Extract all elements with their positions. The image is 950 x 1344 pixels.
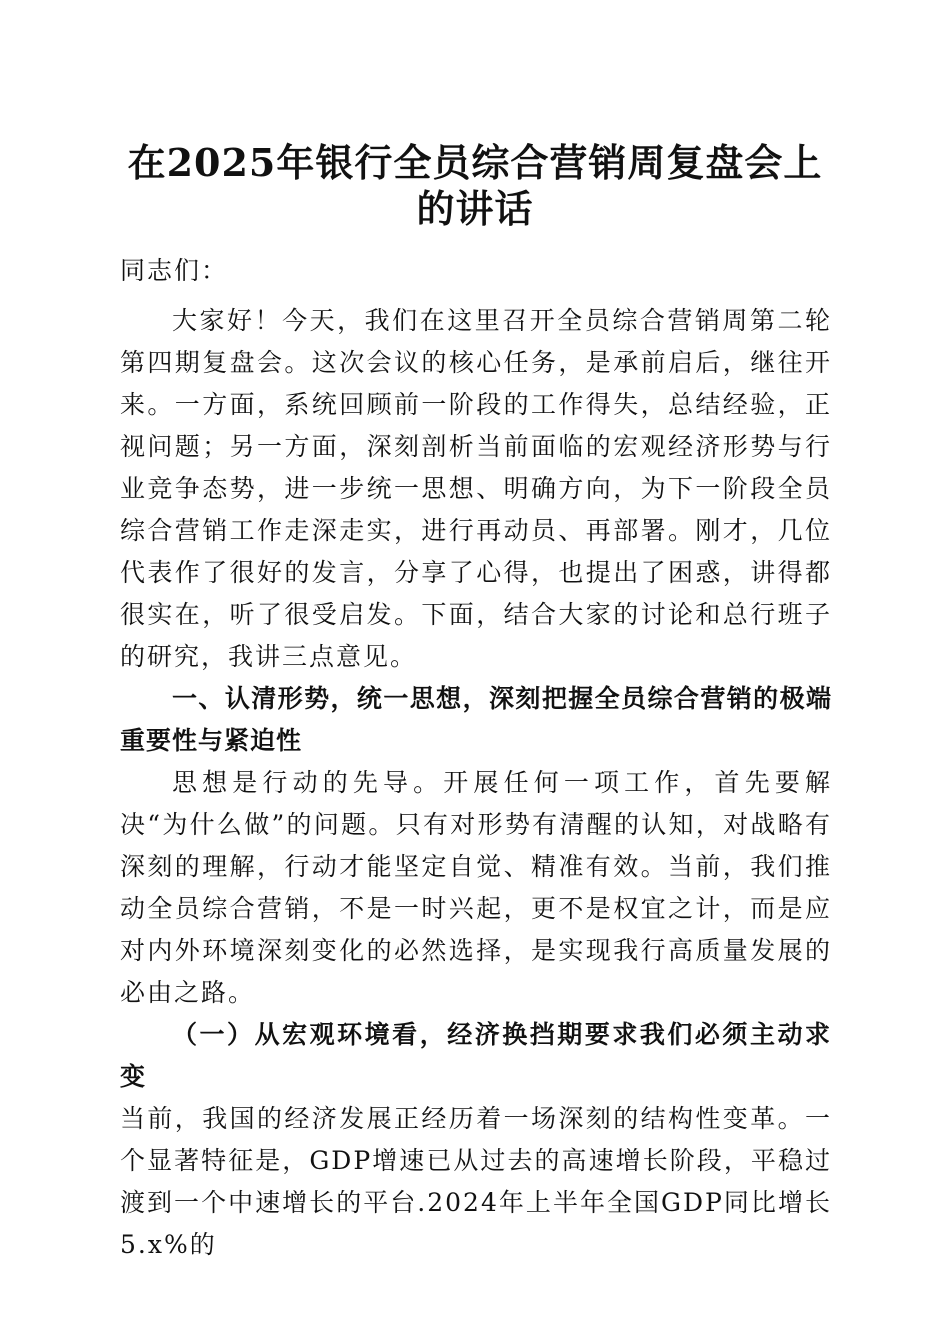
subsection-1-paragraph: 当前，我国的经济发展正经历着一场深刻的结构性变革。一个显著特征是，GDP增速已从过去的高速增长阶段，平稳过渡到一个中速增长的平台.2024年上半年全国GDP同比增长5.x%的 [120, 1104, 832, 1259]
document-title: 在2025年银行全员综合营销周复盘会上的讲话 [127, 140, 823, 231]
subsection-heading-1: （一）从宏观环境看，经济换挡期要求我们必须主动求变 [120, 1020, 832, 1091]
opening-paragraph: 大家好！今天，我们在这里召开全员综合营销周第二轮第四期复盘会。这次会议的核心任务，是承前启后，继往开来。一方面，系统回顾前一阶段的工作得失，总结经验，正视问题；另一方面，深刻剖析当前面临的宏观经济形势与行业竞争态势，进一步统一思想、明确方向，为下一阶段全员综合营销工作走深走实，进行再动员、再部署。刚才，几位代表作了很好的发言，分享了心得，也提出了困惑，讲得都很实在，听了很受启发。下面，结合大家的讨论和总行班子的研究，我讲三点意见。 [120, 306, 832, 671]
document-body [120, 250, 832, 1266]
section-heading-1: 一、认清形势，统一思想，深刻把握全员综合营销的极端重要性与紧迫性 [120, 684, 832, 755]
section-1-paragraph: 思想是行动的先导。开展任何一项工作，首先要解决“为什么做”的问题。只有对形势有清醒的认知，对战略有深刻的理解，行动才能坚定自觉、精准有效。当前，我们推动全员综合营销，不是一时兴起，更不是权宜之计，而是应对内外环境深刻变化的必然选择，是实现我行高质量发展的必由之路。 [120, 768, 832, 1007]
salutation: 同志们： [120, 256, 229, 285]
